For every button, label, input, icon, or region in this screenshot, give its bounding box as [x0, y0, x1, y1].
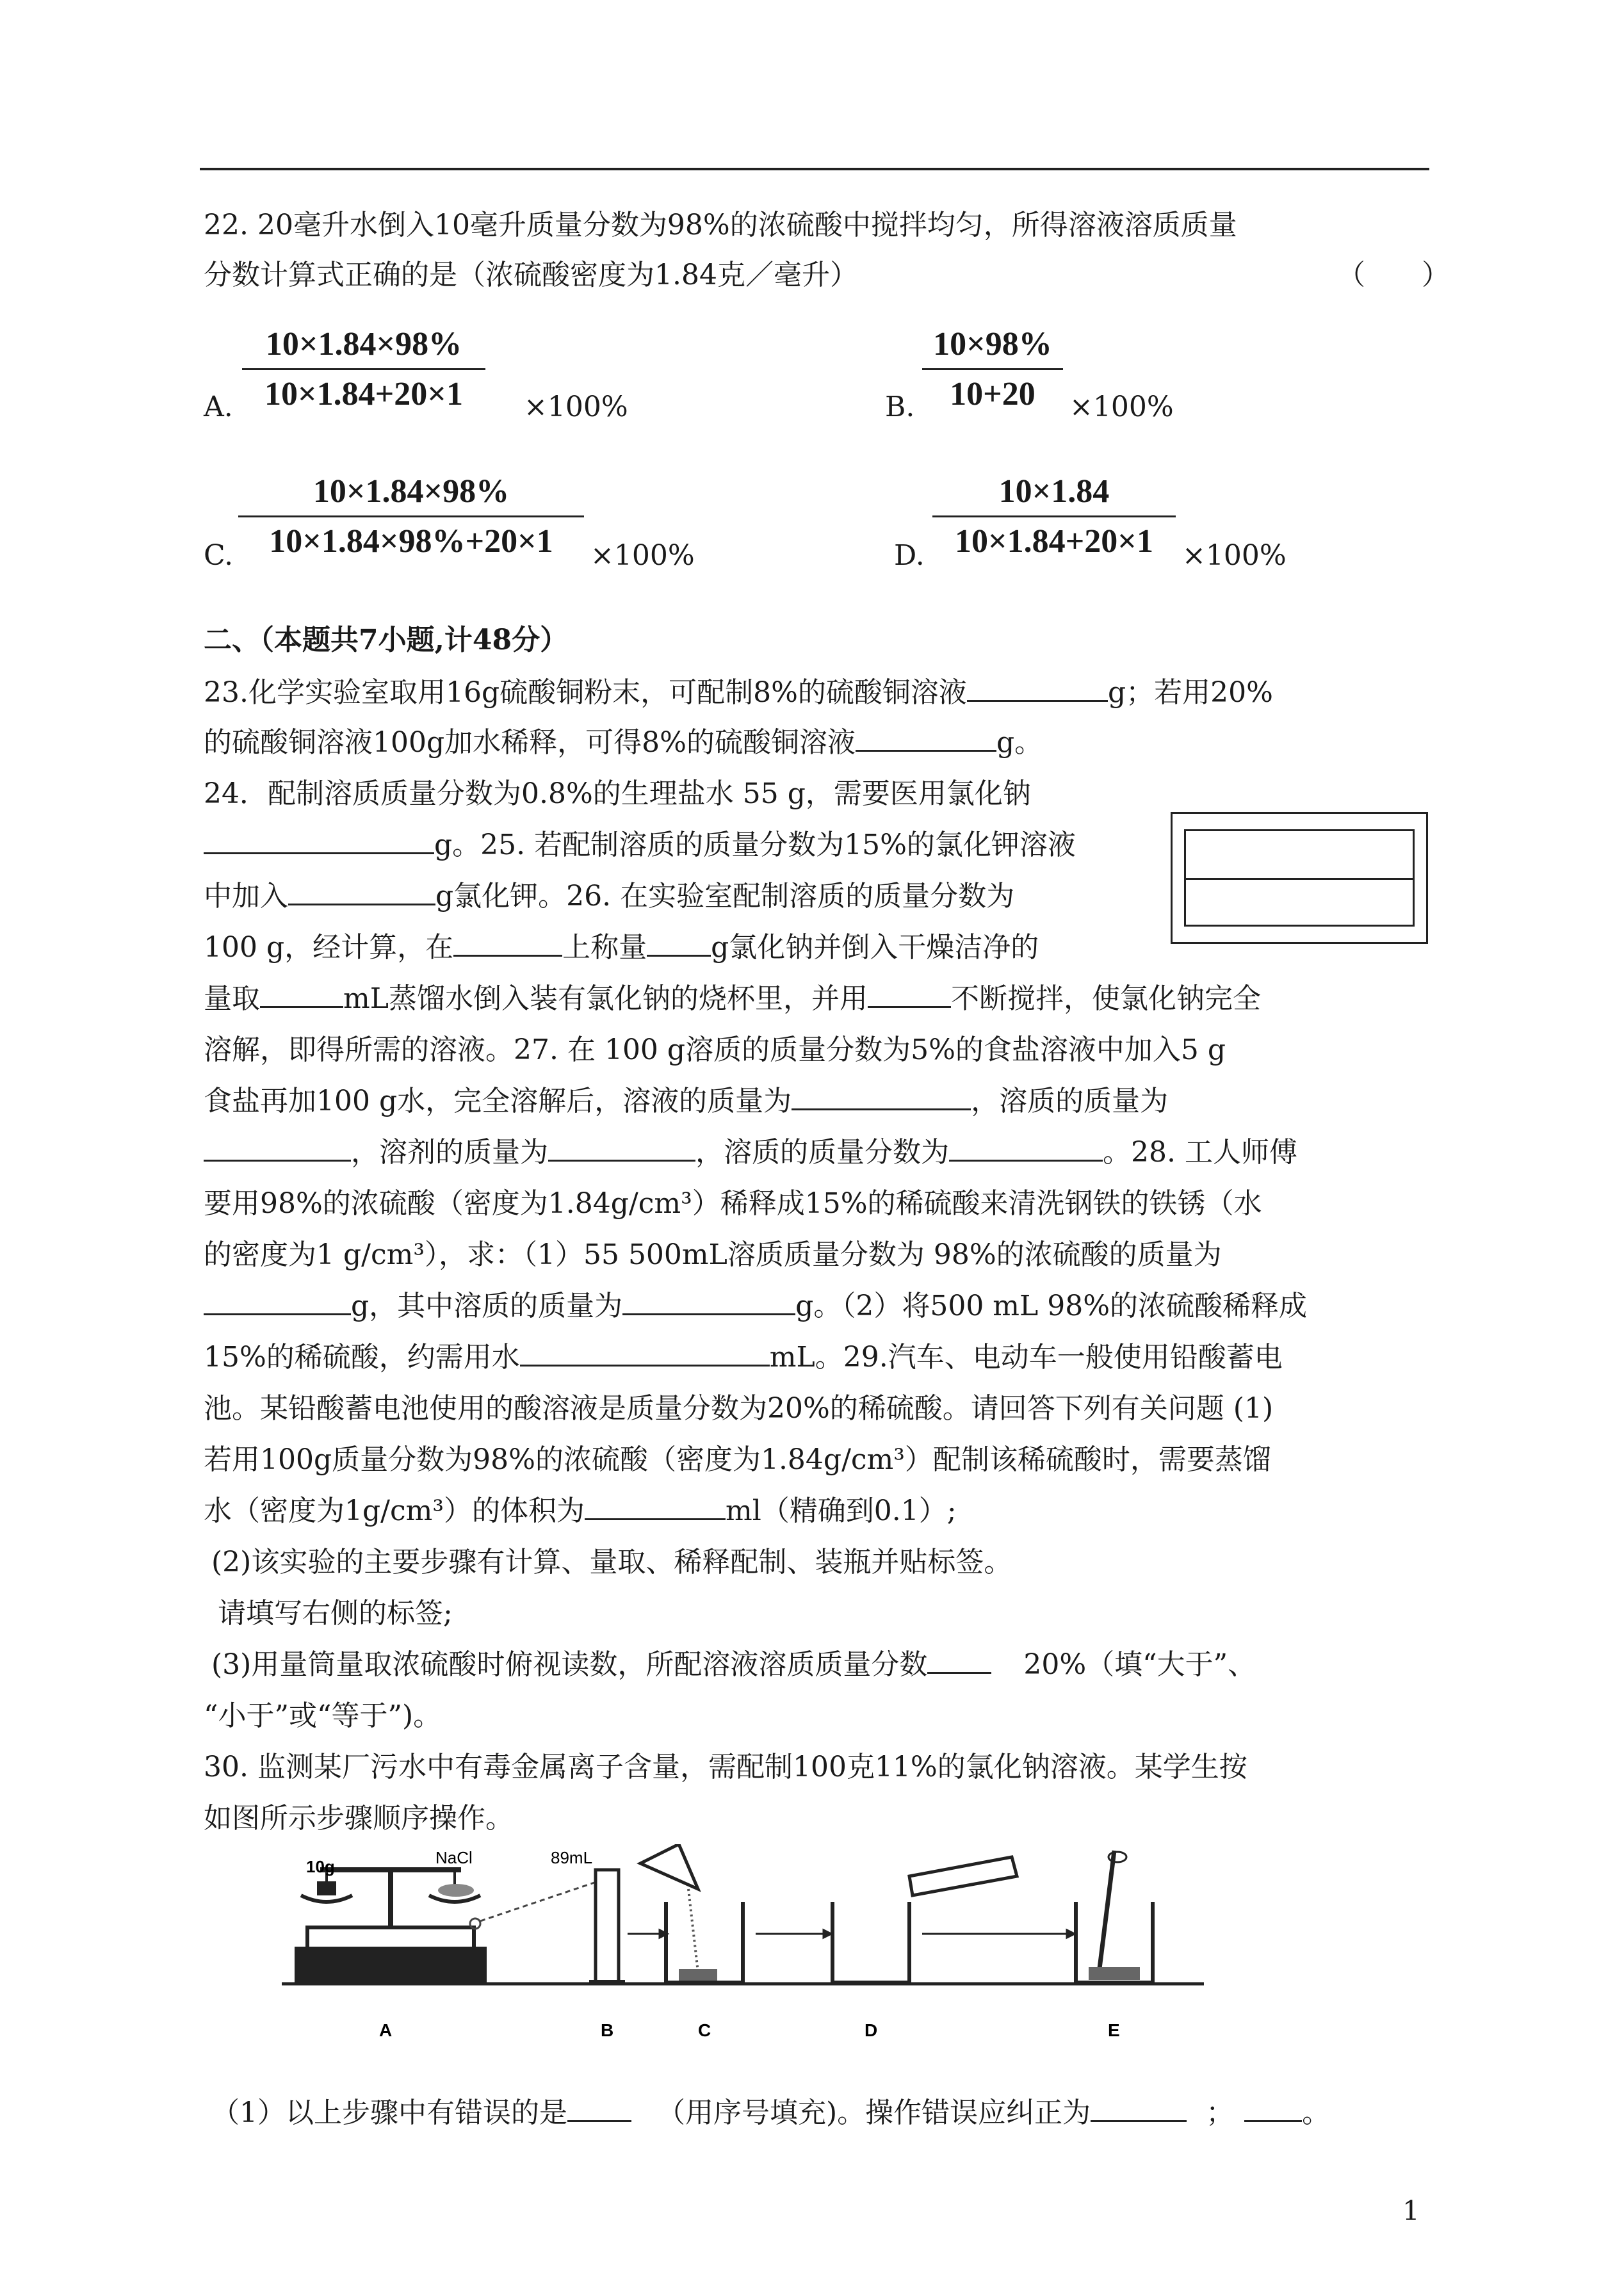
step-label-e: E [1108, 2020, 1120, 2040]
q27-line-3 [204, 1133, 1427, 1172]
option-d-fraction [932, 473, 1176, 560]
q26-line-1-text: 100 g，经计算，在 [204, 931, 454, 964]
option-c-times: ×100% [590, 539, 695, 572]
beaker-d [832, 1857, 1017, 1983]
graduated-cylinder [470, 1870, 625, 1983]
q27-blank-4[interactable] [949, 1135, 1103, 1162]
lab-procedure-figure [282, 1844, 1204, 2043]
option-d-times: ×100% [1182, 539, 1287, 572]
q30-line-1: 30. 监测某厂污水中有毒金属离子含量，需配制100克11%的氯化钠溶液。某学生按 [204, 1751, 1247, 1783]
q23-line-2-text: 的硫酸铜溶液100g加水稀释，可得8%的硫酸铜溶液 [204, 726, 856, 759]
q28-line-4-end: mL。29.汽车、电动车一般使用铅酸蓄电 [769, 1341, 1283, 1374]
q28-blank-3[interactable] [520, 1340, 770, 1366]
q27-line-3-mid2: ，溶质的质量分数为 [695, 1136, 949, 1169]
q30-line-3-mid: （用序号填充)。操作错误应纠正为 [657, 2096, 1091, 2129]
q23-line-2 [204, 724, 1427, 762]
section-2-heading: 二、（本题共7小题,计48分） [204, 624, 569, 656]
q23-line-1 [204, 674, 1427, 712]
q23-line-1-end: g；若用20% [1107, 676, 1273, 709]
q26-line-1 [204, 929, 1164, 967]
option-d-denominator: 10×1.84+20×1 [955, 523, 1153, 560]
q26-blank-2[interactable] [647, 930, 711, 957]
q22-line-2-text: 分数计算式正确的是（浓硫酸密度为1.84克／毫升） [204, 259, 858, 291]
q29-line-6-text: (3)用量筒量取浓硫酸时俯视读数，所配溶液溶质质量分数 [211, 1648, 928, 1681]
q24-line-1: 24．配制溶质质量分数为0.8%的生理盐水 55 g，需要医用氯化钠 [204, 777, 1031, 810]
q24-line-2 [204, 826, 1164, 864]
q29-line-3-end: ml（精确到0.1）; [726, 1495, 957, 1527]
q28-blank-2[interactable] [622, 1289, 795, 1315]
option-b-numerator: 10×98% [933, 326, 1052, 362]
q27-line-3-mid1: ，溶剂的质量为 [351, 1136, 548, 1169]
q29-blank-1[interactable] [585, 1494, 726, 1520]
q26-line-1-mid: 上称量 [562, 931, 647, 964]
q29-line-1: 池。某铅酸蓄电池使用的酸溶液是质量分数为20%的稀硫酸。请回答下列有关问题 (1) [204, 1392, 1274, 1425]
q26-line-1-end: g氯化钠并倒入干燥洁净的 [711, 931, 1039, 964]
q28-line-1: 要用98%的浓硫酸（密度为1.84g/cm³）稀释成15%的稀硫酸来清洗钢铁的铁锈（水 [204, 1187, 1262, 1220]
q27-line-3-end: 。28. 工人师傅 [1103, 1136, 1297, 1169]
reagent-label-divider [1186, 878, 1413, 880]
q25-line [204, 877, 1164, 916]
option-c-fraction [238, 473, 584, 560]
q23-line-2-end: g。 [996, 726, 1043, 759]
step-label-b: B [601, 2020, 614, 2040]
q27-line-2-text: 食盐再加100 g水，完全溶解后，溶液的质量为 [204, 1085, 792, 1117]
q28-line-4-text: 15%的稀硫酸，约需用水 [204, 1341, 520, 1374]
step-label-d: D [865, 2020, 878, 2040]
header-rule [200, 168, 1429, 170]
q27-blank-3[interactable] [548, 1135, 695, 1162]
beaker-c [640, 1844, 743, 1983]
q27-line-2 [204, 1082, 1427, 1121]
q26-blank-4[interactable] [868, 982, 951, 1008]
option-c-denominator: 10×1.84×98%+20×1 [269, 523, 553, 560]
option-b-denominator: 10+20 [950, 376, 1035, 412]
step-label-a: A [379, 2020, 393, 2040]
q30-blank-3[interactable] [1244, 2096, 1302, 2122]
q29-blank-2[interactable] [927, 1648, 991, 1674]
option-d-label: D. [894, 539, 925, 572]
option-a-label: A. [204, 391, 233, 423]
q26-blank-3[interactable] [260, 982, 343, 1008]
option-a-fraction [242, 325, 485, 413]
option-c-numerator: 10×1.84×98% [313, 473, 510, 510]
q24-line-2-end: g。25. 若配制溶质的质量分数为15%的氯化钾溶液 [434, 829, 1076, 861]
q27-line-1: 溶解，即得所需的溶液。27. 在 100 g溶质的质量分数为5%的食盐溶液中加入5 g [204, 1034, 1226, 1066]
q30-blank-2[interactable] [1091, 2096, 1187, 2122]
q23-blank-2[interactable] [856, 726, 996, 752]
option-a-times: ×100% [524, 391, 628, 423]
q29-line-6-end: 20%（填“大于”、 [1023, 1648, 1256, 1681]
q25-blank[interactable] [288, 879, 435, 905]
q29-line-3-text: 水（密度为1g/cm³）的体积为 [204, 1495, 585, 1527]
q22-line-1: 22. 20毫升水倒入10毫升质量分数为98%的浓硫酸中搅拌均匀，所得溶液溶质质量 [204, 209, 1237, 241]
reagent-label-inner [1184, 829, 1415, 927]
q30-line-3-text: （1）以上步骤中有错误的是 [211, 2096, 567, 2129]
q26-line-2-mid: mL蒸馏水倒入装有氯化钠的烧杯里，并用 [343, 982, 868, 1015]
nacl-label: NaCl [435, 1848, 473, 1867]
q24-blank[interactable] [204, 828, 434, 854]
option-b-label: B. [885, 391, 915, 423]
q25-line-text: 中加入 [204, 880, 288, 912]
q26-line-2-end: 不断搅拌，使氯化钠完全 [950, 982, 1261, 1015]
q29-line-7: “小于”或“等于”)。 [204, 1699, 442, 1732]
q28-line-3-end: g。（2）将500 mL 98%的浓硫酸稀释成 [795, 1290, 1308, 1322]
q28-line-3 [204, 1287, 1427, 1326]
q30-line-3: （1）以上步骤中有错误的是 （用序号填充)。操作错误应纠正为 ； 。 [211, 2096, 1331, 2129]
q28-blank-1[interactable] [204, 1289, 351, 1315]
step-label-c: C [698, 2020, 711, 2040]
weight-label: 10g [306, 1857, 335, 1876]
q26-line-2-text: 量取 [204, 982, 260, 1015]
reagent-label-box[interactable] [1171, 812, 1428, 944]
balance-scale [295, 1870, 487, 1983]
q30-line-3-end: 。 [1302, 2096, 1331, 2129]
q28-line-3-mid: g，其中溶质的质量为 [351, 1290, 623, 1322]
q29-line-5: 请填写右侧的标签; [218, 1597, 453, 1630]
option-b-times: ×100% [1069, 391, 1174, 423]
q28-line-2: 的密度为1 g/cm³），求：（1）55 500mL溶质质量分数为 98%的浓硫酸的质量为 [204, 1238, 1222, 1271]
q30-blank-1[interactable] [567, 2096, 631, 2122]
q27-blank-2[interactable] [204, 1135, 351, 1162]
q23-blank-1[interactable] [967, 676, 1108, 702]
option-b-fraction [922, 325, 1063, 413]
q27-line-2-end: ，溶质的质量为 [971, 1085, 1169, 1117]
q23-line-1-text: 23.化学实验室取用16g硫酸铜粉末，可配制8%的硫酸铜溶液 [204, 676, 967, 709]
q26-blank-1[interactable] [453, 930, 562, 957]
q27-blank-1[interactable] [792, 1084, 971, 1110]
option-a-denominator: 10×1.84+20×1 [264, 376, 463, 412]
q29-line-3 [204, 1492, 1427, 1530]
q29-line-2: 若用100g质量分数为98%的浓硫酸（密度为1.84g/cm³）配制该稀硫酸时，需要蒸馏 [204, 1443, 1271, 1476]
q28-line-4 [204, 1338, 1427, 1377]
volume-label: 89mL [551, 1848, 593, 1867]
option-d-numerator: 10×1.84 [998, 473, 1110, 510]
q22-line-2 [204, 256, 1450, 295]
page-number: 1 [1402, 2195, 1420, 2226]
answer-paren: （ ） [1337, 259, 1450, 291]
q26-line-2 [204, 980, 1427, 1018]
q25-line-end: g氯化钾。26. 在实验室配制溶质的质量分数为 [435, 880, 1015, 912]
option-a-numerator: 10×1.84×98% [265, 326, 462, 362]
q29-line-6 [211, 1646, 1434, 1684]
q29-line-4: (2)该实验的主要步骤有计算、量取、稀释配制、装瓶并贴标签。 [211, 1546, 1012, 1578]
q30-line-2: 如图所示步骤顺序操作。 [204, 1802, 514, 1835]
option-c-label: C. [204, 539, 234, 572]
beaker-e [1076, 1851, 1153, 1983]
